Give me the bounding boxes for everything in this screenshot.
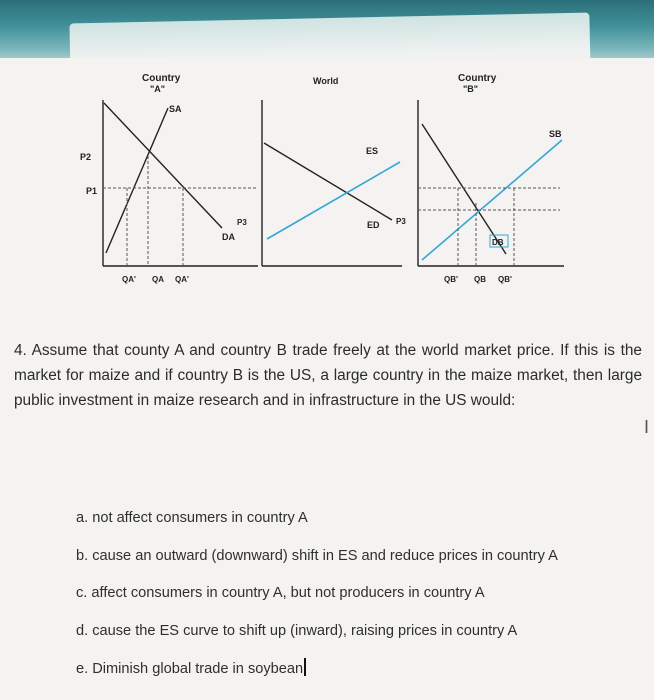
panel-b-supply-label: SB — [549, 129, 562, 139]
panel-a-title: Country — [142, 73, 181, 84]
panel-b-title: Country — [458, 73, 497, 84]
panel-world-title: World — [313, 76, 339, 86]
text-caret — [304, 658, 306, 676]
panel-world-p3-right: P3 — [396, 217, 406, 226]
panel-world-ed-label: ED — [367, 220, 380, 230]
choice-c — [76, 583, 558, 621]
panel-a-demand-label: DA — [222, 232, 235, 242]
choice-d — [76, 621, 558, 659]
panel-world-es-curve — [267, 162, 400, 239]
panel-world-p3-left: P3 — [237, 218, 247, 227]
panel-a-supply-curve — [106, 108, 168, 253]
choice-a-text: a. not affect consumers in country A — [76, 510, 308, 526]
choice-e — [76, 658, 558, 696]
panel-b-demand-label: DB — [492, 238, 504, 247]
three-panel-trade-graph — [0, 58, 654, 318]
choice-d-text: d. cause the ES curve to shift up (inward), raising prices in country A — [76, 622, 518, 639]
choice-e-text: e. Diminish global trade in soybean — [76, 661, 304, 677]
panel-world-es-label: ES — [366, 146, 379, 156]
panel-country-b — [418, 73, 564, 284]
panel-a-qty-label-2: QA — [152, 275, 164, 284]
question-text: 4. Assume that county A and country B trade freely at the world market price. If this is the market for maize and if country B is the US, a large country in the maize market, then large public investment in maize research and in infrastructure in the US would: — [14, 342, 642, 409]
panel-b-qty-label-1: QB' — [444, 275, 458, 284]
panel-a-qty-label-1: QA' — [122, 275, 136, 284]
panel-a-subtitle: "A" — [150, 84, 166, 94]
panel-b-subtitle: "B" — [463, 84, 479, 94]
choice-c-text: c. affect consumers in country A, but not producers in country A — [76, 585, 485, 601]
panel-country-a — [80, 73, 258, 284]
choice-b — [76, 546, 558, 584]
panel-a-price-p2: P2 — [80, 152, 92, 162]
panel-b-qty-label-3: QB' — [498, 275, 512, 284]
answer-choices-list — [76, 508, 558, 696]
panel-a-supply-label: SA — [169, 104, 182, 114]
panel-world — [237, 76, 406, 266]
choice-a — [76, 508, 558, 546]
text-cursor-ibeam-icon: I — [644, 417, 650, 437]
panel-a-qty-label-3: QA' — [175, 275, 189, 284]
panel-a-price-p1: P1 — [86, 186, 98, 196]
panel-a-demand-curve — [104, 103, 222, 228]
panel-b-qty-label-2: QB — [474, 275, 486, 284]
choice-b-text: b. cause an outward (downward) shift in ES and reduce prices in country A — [76, 547, 558, 564]
